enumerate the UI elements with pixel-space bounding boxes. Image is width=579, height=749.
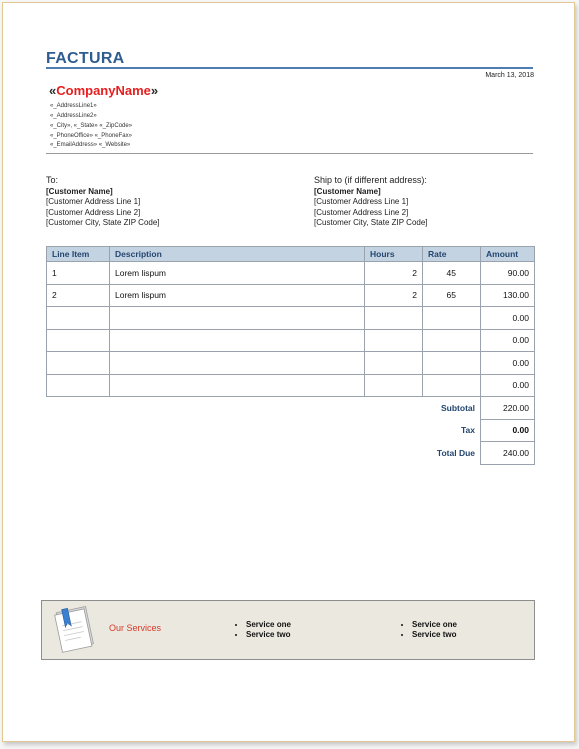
cell-hours	[365, 352, 423, 375]
service-item: • Service two	[246, 630, 291, 640]
bill-to-line2: [Customer Address Line 2]	[46, 207, 141, 217]
header-separator	[46, 153, 533, 154]
services-list-2	[398, 620, 457, 640]
cell-rate	[423, 329, 481, 352]
service-item: • Service one	[246, 620, 291, 630]
total-due-value: 240.00	[481, 442, 535, 465]
document-title: FACTURA	[46, 50, 125, 67]
table-row	[47, 352, 535, 375]
invoice-page	[2, 2, 575, 742]
bill-to-city: [Customer City, State ZIP Code]	[46, 218, 160, 228]
cell-rate	[423, 374, 481, 397]
services-list-1	[232, 620, 291, 640]
table-row	[47, 307, 535, 330]
header-amount: Amount	[481, 247, 535, 262]
ship-to-city: [Customer City, State ZIP Code]	[314, 218, 428, 228]
header-line-item: Line Item	[47, 247, 110, 262]
cell-hours: 2	[365, 262, 423, 285]
cell-item: 2	[47, 284, 110, 307]
cell-hours	[365, 307, 423, 330]
cell-description	[110, 307, 365, 330]
tax-row	[47, 419, 535, 442]
cell-hours	[365, 374, 423, 397]
company-address-line1: «_AddressLine1»	[50, 103, 97, 109]
bill-to-name: [Customer Name]	[46, 186, 113, 196]
cell-item	[47, 307, 110, 330]
bill-to-line1: [Customer Address Line 1]	[46, 197, 141, 207]
title-rule	[46, 67, 533, 69]
ship-to-name: [Customer Name]	[314, 186, 381, 196]
cell-item	[47, 374, 110, 397]
header-hours: Hours	[365, 247, 423, 262]
cell-amount: 0.00	[481, 374, 535, 397]
cell-amount: 0.00	[481, 352, 535, 375]
service-item: • Service two	[412, 630, 457, 640]
company-name	[49, 83, 158, 98]
cell-hours	[365, 329, 423, 352]
ship-to-line2: [Customer Address Line 2]	[314, 207, 409, 217]
table-header-row	[47, 247, 535, 262]
tax-value: 0.00	[481, 419, 535, 442]
tax-label: Tax	[460, 425, 475, 436]
bill-to-block	[46, 175, 160, 229]
company-open-guillemet: «	[49, 83, 57, 98]
cell-description	[110, 374, 365, 397]
subtotal-value: 220.00	[481, 397, 535, 420]
header-description: Description	[110, 247, 365, 262]
company-city-state-zip: «_City», «_State» «_ZipCode»	[50, 123, 133, 129]
services-box	[41, 600, 535, 660]
cell-item: 1	[47, 262, 110, 285]
invoice-date: March 13, 2018	[485, 72, 534, 79]
cell-item	[47, 352, 110, 375]
company-phones: «_PhoneOffice» «_PhoneFax»	[50, 133, 132, 139]
table-row	[47, 329, 535, 352]
bill-to-label: To:	[46, 175, 59, 185]
cell-rate-value: 45	[446, 267, 456, 278]
services-title: Our Services	[109, 623, 162, 633]
cell-rate-value: 65	[446, 290, 456, 301]
cell-hours: 2	[365, 284, 423, 307]
cell-rate	[423, 352, 481, 375]
table-row	[47, 284, 535, 307]
cell-description	[110, 329, 365, 352]
cell-amount: 90.00	[481, 262, 535, 285]
header-rate: Rate	[423, 247, 481, 262]
ship-to-block	[314, 175, 428, 229]
company-address-line2: «_AddressLine2»	[50, 113, 97, 119]
total-due-row	[47, 442, 535, 465]
cell-rate	[423, 262, 481, 285]
cell-rate	[423, 284, 481, 307]
cell-description: Lorem lispum	[110, 262, 365, 285]
ship-to-label: Ship to (if different address):	[314, 175, 427, 185]
subtotal-label: Subtotal	[441, 403, 475, 413]
cell-amount: 130.00	[481, 284, 535, 307]
cell-item	[47, 329, 110, 352]
subtotal-row	[47, 397, 535, 420]
cell-description: Lorem lispum	[110, 284, 365, 307]
line-items-table	[46, 246, 535, 465]
table-row	[47, 374, 535, 397]
company-name-text: CompanyName	[56, 83, 151, 98]
cell-description	[110, 352, 365, 375]
service-item: • Service one	[412, 620, 457, 630]
table-row	[47, 262, 535, 285]
company-close-guillemet: »	[150, 83, 159, 98]
ship-to-line1: [Customer Address Line 1]	[314, 197, 409, 207]
total-due-label: Total Due	[436, 447, 475, 458]
cell-amount: 0.00	[481, 307, 535, 330]
cell-amount: 0.00	[481, 329, 535, 352]
cell-rate	[423, 307, 481, 330]
document-bookmark-icon	[48, 603, 104, 660]
company-email-web: «_EmailAddress» «_Website»	[50, 142, 131, 148]
